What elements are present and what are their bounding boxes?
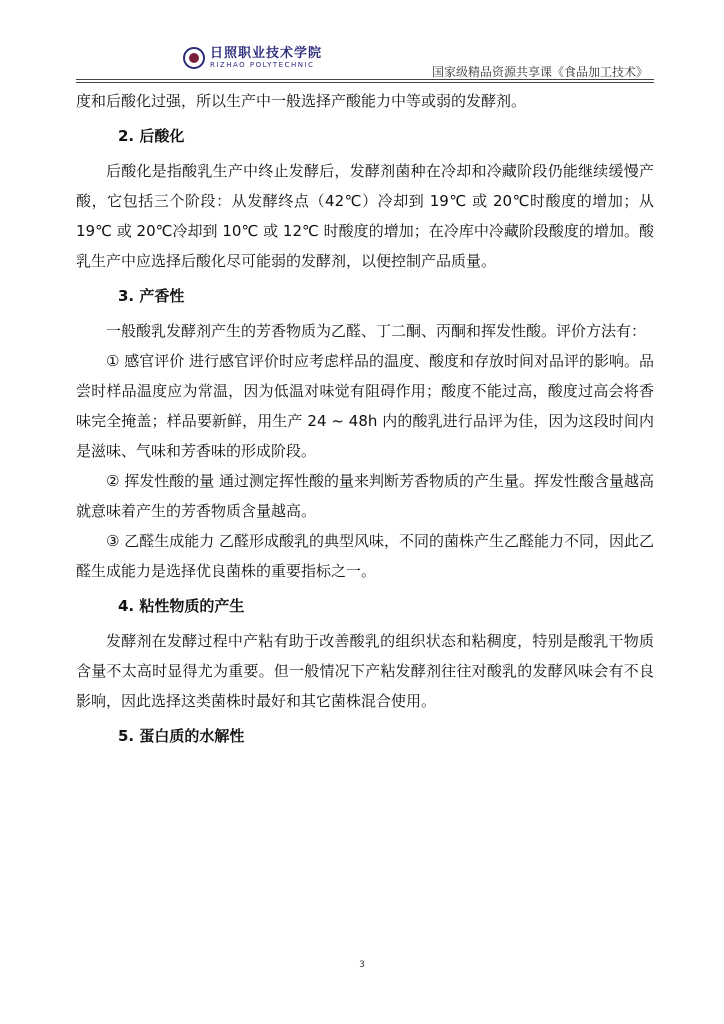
heading-viscous-substance: 4. 粘性物质的产生 [118, 597, 245, 615]
logo-chinese-name: 日照职业技术学院 [210, 46, 323, 61]
document-body [76, 86, 654, 756]
logo-emblem-icon [183, 47, 205, 69]
course-title: 国家级精品资源共享课《食品加工技术》 [431, 65, 648, 79]
page-header [0, 0, 724, 84]
logo-english-name: RIZHAO POLYTECHNIC [210, 61, 315, 69]
heading-aroma: 3. 产香性 [118, 287, 185, 305]
paragraph-method-volatile-acid: ② 挥发性酸的量 通过测定挥性酸的量来判断芳香物质的产生量。挥发性酸含量越高就意味着产生的芳香物质含量越高。 [76, 472, 654, 520]
paragraph-aroma: 一般酸乳发酵剂产生的芳香物质为乙醛、丁二酮、丙酮和挥发性酸。评价方法有： [106, 322, 647, 340]
paragraph-continued: 度和后酸化过强，所以生产中一般选择产酸能力中等或弱的发酵剂。 [76, 92, 527, 110]
page-number: 3 [359, 960, 365, 970]
institution-logo [183, 47, 322, 69]
paragraph-method-sensory: ① 感官评价 进行感官评价时应考虑样品的温度、酸度和存放时间对品评的影响。品尝时样品温度应为常温，因为低温对味觉有阻碍作用；酸度不能过高，酸度过高会将香味完全掩盖；样品要新鲜，用生产 24 ~ 48h 内的酸乳进行品评为佳，因为这段时间内是滋味、气味和芳香味的形成阶段。 [76, 352, 654, 460]
paragraph-viscous-substance: 发酵剂在发酵过程中产粘有助于改善酸乳的组织状态和粘稠度，特别是酸乳干物质含量不太高时显得尤为重要。但一般情况下产粘发酵剂往往对酸乳的发酵风味会有不良影响，因此选择这类菌株时最好和其它菌株混合使用。 [76, 632, 654, 710]
paragraph-method-acetaldehyde: ③ 乙醛生成能力 乙醛形成酸乳的典型风味，不同的菌株产生乙醛能力不同，因此乙醛生成能力是选择优良菌株的重要指标之一。 [76, 532, 654, 580]
heading-post-acidification: 2. 后酸化 [118, 127, 185, 145]
heading-protein-hydrolysis: 5. 蛋白质的水解性 [118, 727, 245, 745]
header-rule-bottom [76, 82, 654, 83]
paragraph-post-acidification: 后酸化是指酸乳生产中终止发酵后，发酵剂菌种在冷却和冷藏阶段仍能继续缓慢产酸，它包括三个阶段：从发酵终点（42℃）冷却到 19℃ 或 20℃时酸度的增加；从 19℃ 或 20℃冷却到 10℃ 或 12℃ 时酸度的增加；在冷库中冷藏阶段酸度的增加。酸乳生产中应选择后酸化尽可能弱的发酵剂，以便控制产品质量。 [76, 162, 654, 270]
header-rule-top [76, 79, 654, 80]
